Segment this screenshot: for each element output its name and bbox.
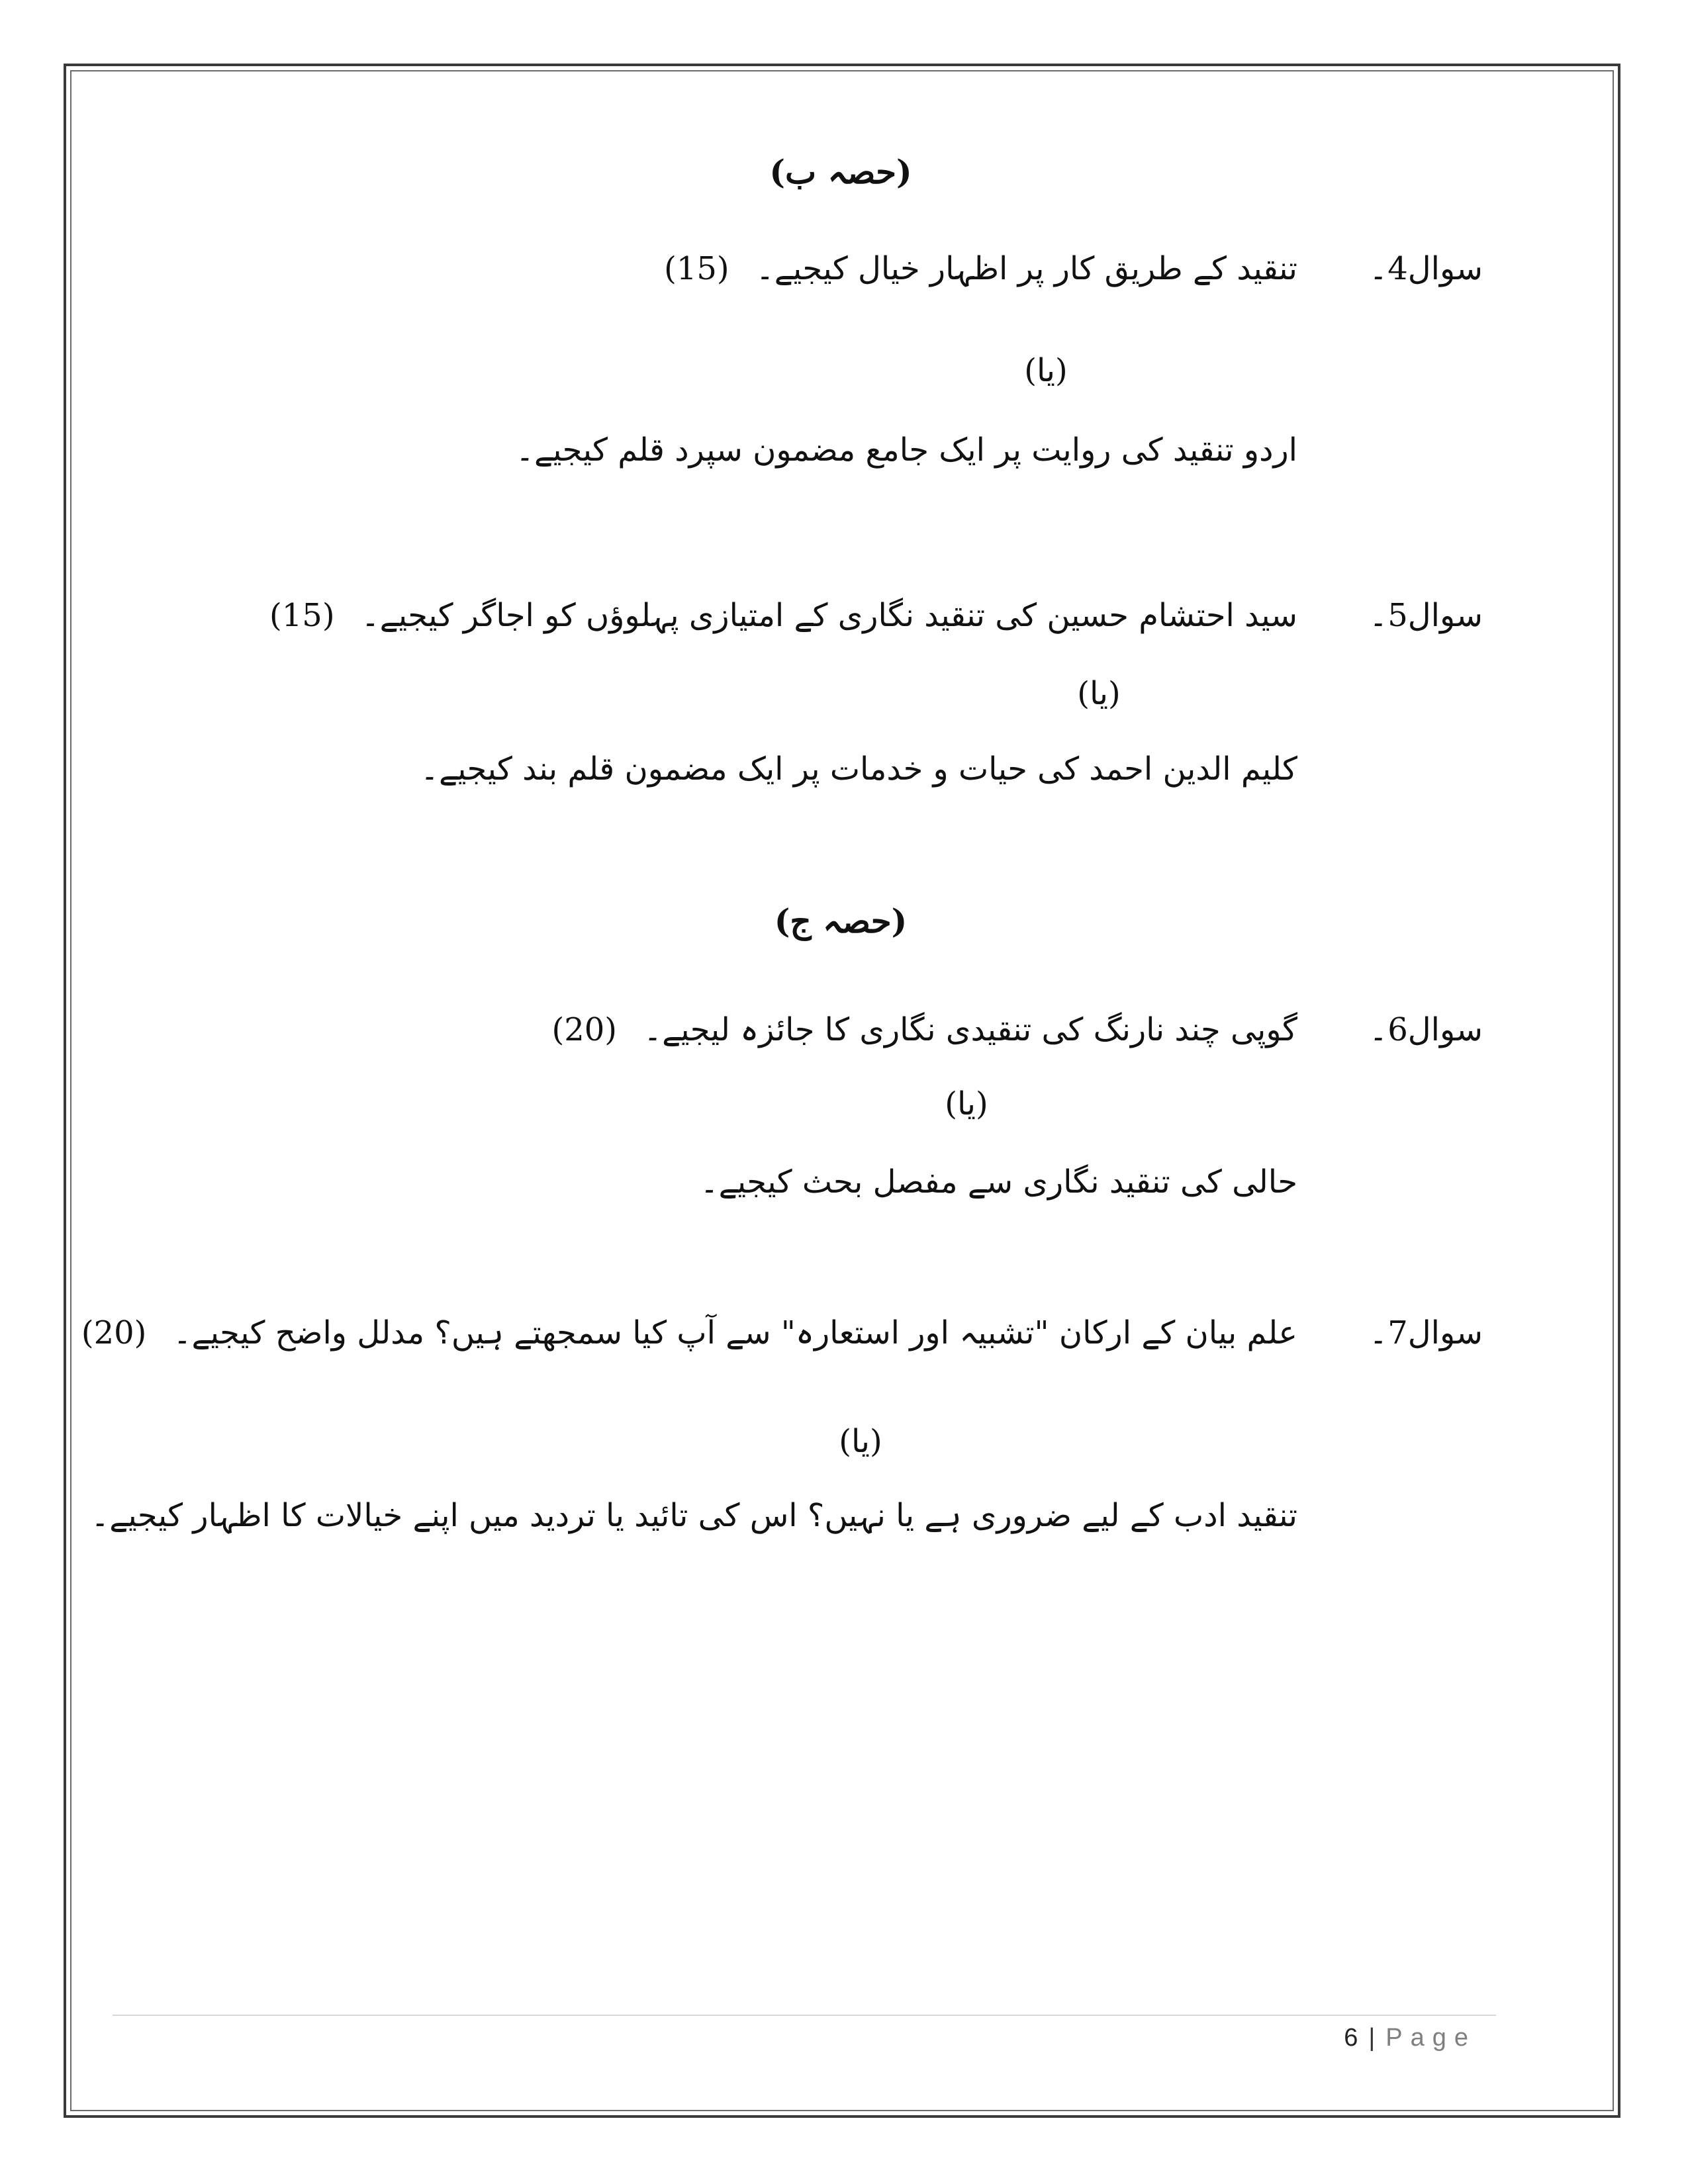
- question-5-label: سوال5۔: [1369, 597, 1483, 634]
- question-4-or: (یا): [1024, 352, 1068, 389]
- question-6: [551, 1011, 1297, 1048]
- section-heading-b: (حصہ ب): [769, 152, 912, 191]
- question-5-alt-text: کلیم الدین احمد کی حیات و خدمات پر ایک مضمون قلم بند کیجیے۔: [420, 751, 1297, 788]
- question-7-marks: (20): [81, 1314, 147, 1351]
- page-word: Page: [1385, 2024, 1476, 2052]
- question-7-alt-text: تنقید ادب کے لیے ضروری ہے یا نہیں؟ اس کی تائید یا تردید میں اپنے خیالات کا اظہار کیجیے۔: [91, 1497, 1297, 1534]
- page-number: 6: [1344, 2024, 1360, 2052]
- page-footer: [1344, 2024, 1476, 2052]
- question-5-text: سید احتشام حسین کی تنقید نگاری کے امتیازی پہلوؤں کو اجاگر کیجیے۔: [361, 597, 1297, 634]
- question-4: [664, 250, 1297, 287]
- question-5-or: (یا): [1077, 675, 1121, 712]
- question-7: [81, 1314, 1297, 1351]
- page-border-inner: [70, 70, 1614, 2111]
- footer-divider: [113, 2015, 1496, 2016]
- section-heading-c: (حصہ ج): [774, 901, 908, 940]
- question-5-marks: (15): [269, 597, 335, 634]
- question-5: [269, 597, 1297, 634]
- question-4-marks: (15): [664, 250, 729, 287]
- footer-separator: |: [1368, 2024, 1377, 2052]
- question-7-or: (یا): [839, 1423, 882, 1460]
- question-7-text: علم بیان کے ارکان "تشبیہ اور استعارہ" سے آپ کیا سمجھتے ہیں؟ مدلل واضح کیجیے۔: [173, 1314, 1297, 1351]
- question-6-alt-text: حالی کی تنقید نگاری سے مفصل بحث کیجیے۔: [700, 1163, 1297, 1201]
- question-7-label: سوال7۔: [1369, 1314, 1483, 1351]
- question-6-or: (یا): [945, 1085, 988, 1122]
- question-4-text: تنقید کے طریق کار پر اظہار خیال کیجیے۔: [755, 250, 1297, 287]
- question-4-label: سوال4۔: [1369, 250, 1483, 287]
- question-6-marks: (20): [551, 1011, 618, 1048]
- question-6-text: گوپی چند نارنگ کی تنقیدی نگاری کا جائزہ لیجیے۔: [643, 1011, 1297, 1048]
- question-6-label: سوال6۔: [1369, 1011, 1483, 1048]
- question-4-alt-text: اردو تنقید کی روایت پر ایک جامع مضمون سپرد قلم کیجیے۔: [515, 432, 1297, 469]
